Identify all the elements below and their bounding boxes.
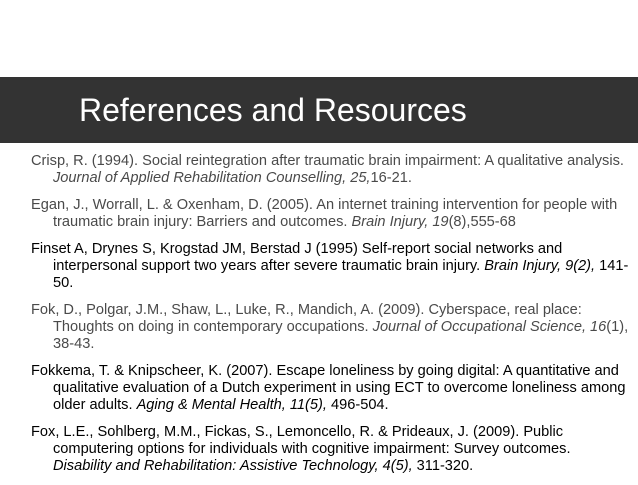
reference-source: Disability and Rehabilitation: Assistive Technology, 4(5), xyxy=(53,458,413,474)
reference-source: Brain Injury, 19 xyxy=(351,214,449,230)
reference-pages: (8),555-68 xyxy=(448,214,516,230)
slide-title: References and Resources xyxy=(79,92,467,128)
reference-text: Fok, D., Polgar, J.M., Shaw, L., Luke, R., Mandich, A. (2009). Cyberspace, real place: Thoughts on doing in contemporary occupations. xyxy=(31,302,582,335)
reference-source: Journal of Applied Rehabilitation Counselling, 25, xyxy=(53,170,371,186)
references-list xyxy=(31,153,631,485)
reference-item xyxy=(31,153,631,187)
reference-pages: (1), 38-43. xyxy=(53,319,629,352)
reference-text: Fokkema, T. & Knipscheer, K. (2007). Escape loneliness by going digital: A quantitative and qualitative evaluation of a Dutch experiment in using ECT to overcome loneliness among older adults. xyxy=(31,363,626,413)
reference-source: Aging & Mental Health, 11(5), xyxy=(136,397,327,413)
reference-source: Journal of Occupational Science, 16 xyxy=(372,319,607,335)
reference-text: Crisp, R. (1994). Social reintegration after traumatic brain impairment: A qualitative analysis. xyxy=(31,153,624,169)
reference-pages: 496-504. xyxy=(326,397,389,413)
reference-pages: 16-21. xyxy=(370,170,412,186)
reference-pages: 141-50. xyxy=(53,258,629,291)
reference-item xyxy=(31,363,631,414)
reference-text: Fox, L.E., Sohlberg, M.M., Fickas, S., Lemoncello, R. & Prideaux, J. (2009). Public computering options for individuals with cognitive impairment: Survey outcomes. xyxy=(31,424,571,457)
reference-text: Egan, J., Worrall, L. & Oxenham, D. (2005). An internet training intervention for people with traumatic brain injury: Barriers and outcomes. xyxy=(31,197,618,230)
reference-source: Brain Injury, 9(2), xyxy=(484,258,596,274)
reference-item xyxy=(31,302,631,353)
reference-item xyxy=(31,241,631,292)
reference-text: Finset A, Drynes S, Krogstad JM, Berstad J (1995) Self-report social networks and interpersonal support two years after severe traumatic brain injury. xyxy=(31,241,563,274)
reference-item xyxy=(31,197,631,231)
reference-pages: 311-320. xyxy=(412,458,474,474)
reference-item xyxy=(31,424,631,475)
